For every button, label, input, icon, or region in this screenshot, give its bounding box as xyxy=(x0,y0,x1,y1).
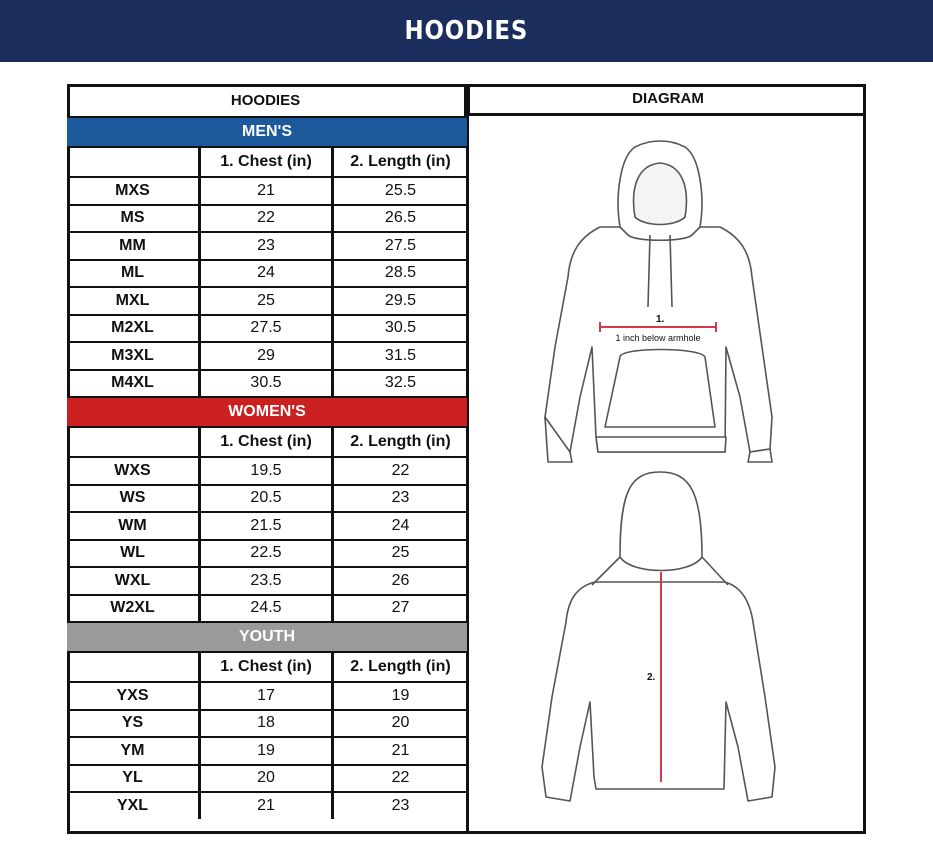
length-cell: 25.5 xyxy=(384,181,417,199)
chest-cell: 17 xyxy=(201,683,334,709)
size-cell: WM xyxy=(67,513,201,539)
chest-cell: 25 xyxy=(201,288,334,314)
size-cell: MXL xyxy=(67,288,201,314)
size-cell: MS xyxy=(67,206,201,232)
length-cell: 27.5 xyxy=(384,236,417,254)
size-cell: YXL xyxy=(67,793,201,819)
size-cell: MXS xyxy=(67,178,201,204)
section-header-youth: YOUTH xyxy=(67,621,467,651)
size-header xyxy=(67,653,201,681)
table-row xyxy=(67,566,467,594)
size-table xyxy=(67,84,467,819)
table-row xyxy=(67,681,467,709)
length-cell: 27 xyxy=(391,599,410,617)
chest-header: 1. Chest (in) xyxy=(201,428,334,456)
length-cell: 20 xyxy=(391,714,410,732)
table-title: HOODIES xyxy=(67,84,467,116)
size-cell: YL xyxy=(67,766,201,792)
table-row xyxy=(67,736,467,764)
length-cell: 22 xyxy=(391,769,410,787)
table-row xyxy=(67,594,467,622)
table-row xyxy=(67,176,467,204)
chest-cell: 27.5 xyxy=(201,316,334,342)
size-cell: WS xyxy=(67,486,201,512)
table-row xyxy=(67,204,467,232)
chest-cell: 21.5 xyxy=(201,513,334,539)
size-cell: M3XL xyxy=(67,343,201,369)
length-cell: 28.5 xyxy=(384,264,417,282)
chest-cell: 19 xyxy=(201,738,334,764)
length-cell: 26 xyxy=(391,571,410,589)
size-cell: M4XL xyxy=(67,371,201,397)
table-row xyxy=(67,764,467,792)
table-row xyxy=(67,484,467,512)
length-cell: 24 xyxy=(391,516,410,534)
table-row xyxy=(67,539,467,567)
table-title-row xyxy=(67,84,467,116)
size-cell: M2XL xyxy=(67,316,201,342)
length-cell: 25 xyxy=(391,544,410,562)
table-row xyxy=(67,341,467,369)
front-hoodie-illustration xyxy=(545,141,772,462)
column-header-row xyxy=(67,426,467,456)
size-cell: YXS xyxy=(67,683,201,709)
chest-cell: 29 xyxy=(201,343,334,369)
length-cell: 22 xyxy=(391,461,410,479)
back-hoodie-illustration xyxy=(542,472,775,801)
length-cell: 23 xyxy=(391,796,410,814)
section-header-women: WOMEN'S xyxy=(67,396,467,426)
size-header xyxy=(67,148,201,176)
table-row xyxy=(67,231,467,259)
chest-header: 1. Chest (in) xyxy=(201,653,334,681)
table-row xyxy=(67,511,467,539)
chest-cell: 22.5 xyxy=(201,541,334,567)
size-cell: WXS xyxy=(67,458,201,484)
length-cell: 32.5 xyxy=(384,374,417,392)
section-header-men: MEN'S xyxy=(67,116,467,146)
length-cell: 30.5 xyxy=(384,319,417,337)
chest-cell: 18 xyxy=(201,711,334,737)
hoodie-diagram xyxy=(470,117,863,831)
length-cell: 19 xyxy=(391,686,410,704)
chest-header: 1. Chest (in) xyxy=(201,148,334,176)
chest-marker-label: 1. xyxy=(656,314,665,325)
chest-cell: 20 xyxy=(201,766,334,792)
length-cell: 21 xyxy=(391,741,410,759)
chest-cell: 30.5 xyxy=(201,371,334,397)
table-row xyxy=(67,314,467,342)
table-row xyxy=(67,286,467,314)
size-cell: ML xyxy=(67,261,201,287)
length-header: 2. Length (in) xyxy=(350,153,451,170)
table-row xyxy=(67,259,467,287)
chest-cell: 20.5 xyxy=(201,486,334,512)
banner-title: HOODIES xyxy=(404,16,529,46)
chest-cell: 22 xyxy=(201,206,334,232)
table-row xyxy=(67,791,467,819)
length-cell: 29.5 xyxy=(384,291,417,309)
diagram-header: DIAGRAM xyxy=(467,84,866,116)
table-row xyxy=(67,369,467,397)
size-cell: WL xyxy=(67,541,201,567)
length-header: 2. Length (in) xyxy=(350,658,451,675)
size-cell: YS xyxy=(67,711,201,737)
length-cell: 23 xyxy=(391,489,410,507)
length-marker-label: 2. xyxy=(647,672,656,683)
length-header: 2. Length (in) xyxy=(350,433,451,450)
length-cell: 31.5 xyxy=(384,346,417,364)
size-header xyxy=(67,428,201,456)
chest-note-label: 1 inch below armhole xyxy=(615,333,701,343)
chest-cell: 24 xyxy=(201,261,334,287)
table-row xyxy=(67,456,467,484)
column-header-row xyxy=(67,146,467,176)
chest-cell: 21 xyxy=(201,178,334,204)
column-header-row xyxy=(67,651,467,681)
size-cell: MM xyxy=(67,233,201,259)
size-cell: W2XL xyxy=(67,596,201,622)
table-row xyxy=(67,709,467,737)
length-cell: 26.5 xyxy=(384,209,417,227)
chest-cell: 23.5 xyxy=(201,568,334,594)
chest-cell: 19.5 xyxy=(201,458,334,484)
chest-cell: 21 xyxy=(201,793,334,819)
page-banner xyxy=(0,0,933,62)
size-cell: WXL xyxy=(67,568,201,594)
chest-cell: 23 xyxy=(201,233,334,259)
chest-cell: 24.5 xyxy=(201,596,334,622)
size-cell: YM xyxy=(67,738,201,764)
